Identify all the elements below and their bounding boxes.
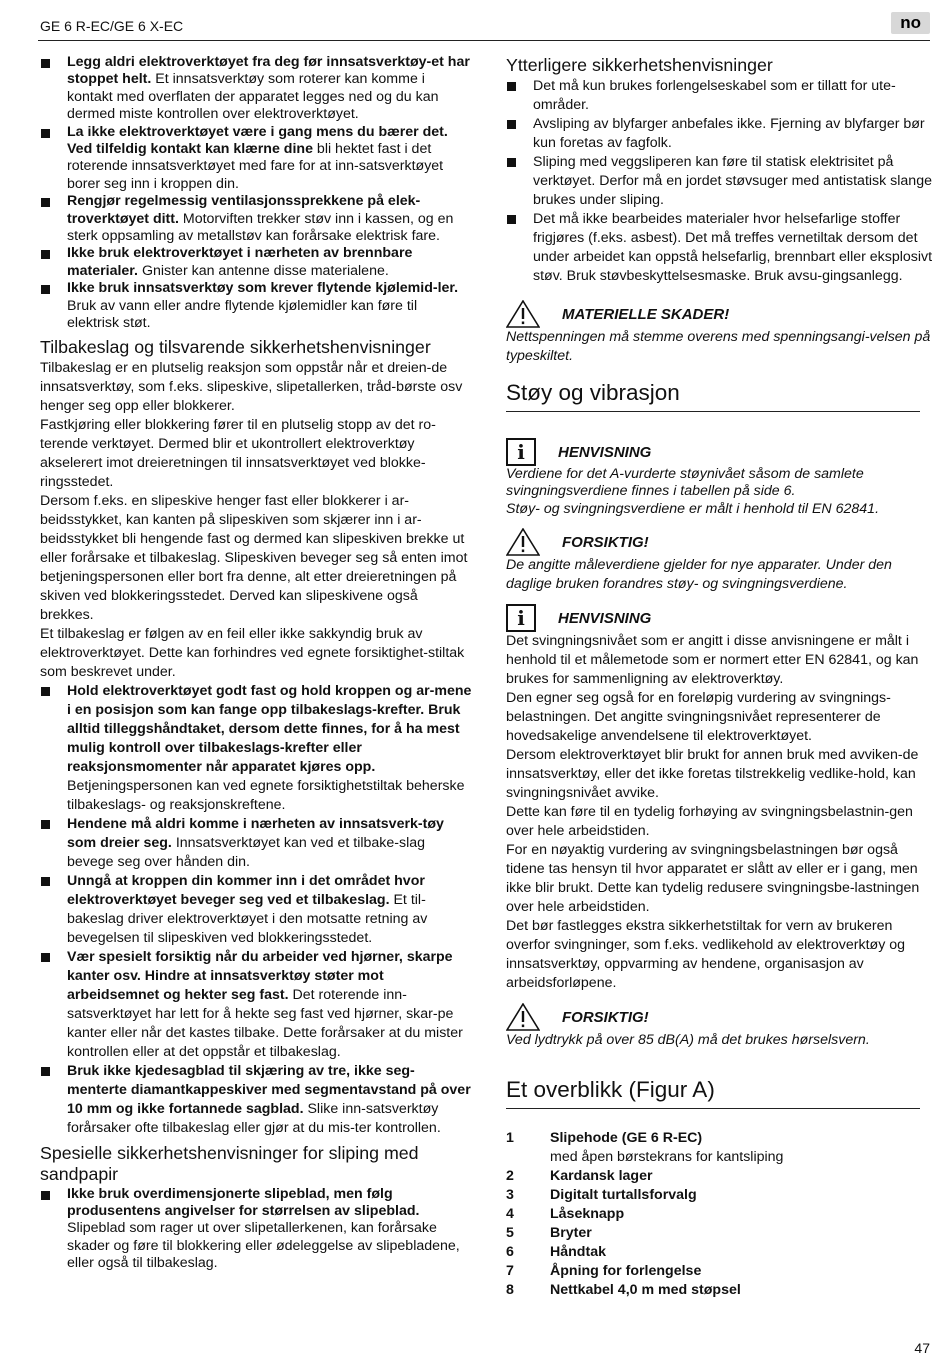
overview-item-number: 7 <box>506 1263 514 1280</box>
notice-2 <box>506 604 936 632</box>
overview-item-title <box>550 1281 936 1300</box>
overview-item-title <box>550 1205 936 1224</box>
info-icon: i <box>506 438 536 466</box>
notice-1-text <box>506 466 936 518</box>
item-text: Det roterende inn-satsverktøyet har lett for å hekte seg fast ved hjørner, skar-pe kanter eller når det kastes tilbake. Dette forårsaker at du mister kontrollen eller at det oppstår et tilbakeslag. <box>67 986 463 1060</box>
item-bold: Bruk ikke kjedesagblad til skjæring av tre, ikke seg-menterte diamantkappeskiver med segmentavstand på over 10 mm og ikke fortannede sagblad. <box>67 1062 471 1117</box>
overview-item-label: Nettkabel 4,0 m med støpsel <box>550 1282 741 1299</box>
notice-2-text <box>506 632 936 993</box>
overview-item-number: 2 <box>506 1168 514 1185</box>
list-item <box>40 815 472 872</box>
warning-icon <box>506 528 540 556</box>
paragraph: Dersom f.eks. en slipeskive henger fast eller blokkerer i ar-beidsstykket, kan kanten på slipeskiven som skjærer inn i ar-beidsstykket bli hengende fast og dermed kan slipeskiven brekke ut eller forårsake et tilbakeslag. Slipeskiven beveger seg så enten imot betjeningspersonen eller bort fra denne, alt etter dreieretningen på skiven ved blokkeringsstedet. Derved kan slipeskivene også brekkes. <box>40 492 468 623</box>
overview-list <box>506 1129 936 1300</box>
header-model: GE 6 R-EC/GE 6 X-EC <box>40 18 184 34</box>
language-badge: no <box>891 12 930 34</box>
item-bold: Ikke bruk innsatsverktøy som krever flytende kjølemid-ler. <box>67 280 459 297</box>
list-item <box>40 280 472 332</box>
overview-item-number: 1 <box>506 1130 514 1147</box>
overview-item-label: Håndtak <box>550 1244 606 1261</box>
item-bold: Rengjør regelmessig ventilasjonssprekkene på elek-troverktøyet ditt. <box>67 193 421 227</box>
overview-item-title <box>550 1129 936 1167</box>
header-rule <box>38 40 930 41</box>
item-text: Slipeblad som rager ut over slipetallerkenen, kan forårsake skader og føre til blokkering eller ødeleggelse av slipebladene, eller også til tilbakeslag. <box>67 1220 460 1272</box>
item-text: Det må ikke bearbeides materialer hvor helsefarlige stoffer frigjøres (f.eks. asbest). Det må treffes vernetiltak dersom det under arbeidet kan oppstå helsefarlig, brennbart eller eksplosivt støv. Bruk støvbeskyttelsesmaske. Bruk avsu-gingsanlegg. <box>533 211 933 284</box>
overview-item-title <box>550 1262 936 1281</box>
paragraph: Verdiene for det A-vurderte støynivået såsom de samlete svingningsverdiene finnes i tabellen på side 6. <box>506 466 864 500</box>
item-text: Gnister kan antenne disse materialene. <box>138 262 389 279</box>
item-text: Motorviften trekker støv inn i kassen, og en sterk oppsamling av metallstøv kan forårsake elektrisk fare. <box>67 210 454 245</box>
additional-heading: Ytterligere sikkerhetshenvisninger <box>506 55 773 75</box>
item-bold: Ikke bruk overdimensjonerte slipeblad, men følg produsentens angivelser for størrelsen av slipeblad. <box>67 1185 420 1219</box>
kickback-list <box>40 682 472 1138</box>
sanding-list <box>40 1186 472 1273</box>
notice-2-label: HENVISNING <box>558 609 652 627</box>
right-column <box>506 54 936 1300</box>
caution-1-label: FORSIKTIG! <box>562 533 649 551</box>
paragraph: Det svingningsnivået som er angitt i disse anvisningene er målt i henhold til et målemetode som er normert etter EN 62841, og kan brukes for sammenligning av elektroverktøy. <box>506 633 919 688</box>
overview-item-label: Åpning for forlengelse <box>550 1263 702 1280</box>
paragraph: Det bør fastlegges ekstra sikkerhetstiltak for vern av brukeren overfor svingninger, som f.eks. vedlikehold av elektroverktøy og innsatsverktøy, oppvarming av hendene, organisasjon av arbeidsforløpene. <box>506 918 906 992</box>
list-item <box>506 115 936 153</box>
list-item <box>506 210 936 286</box>
item-bold: La ikke elektroverktøyet være i gang mens du bærer det. Ved tilfeldig kontakt kan klærne dine <box>67 123 448 158</box>
kickback-heading: Tilbakeslag og tilsvarende sikkerhetshenvisninger <box>40 336 431 357</box>
item-bold: Hold elektroverktøyet godt fast og hold kroppen og ar-mene i en posisjon som kan fange opp tilbakeslags-krefter. Bruk alltid tilleggshåndtaket, dersom dette finnes, for å ha mest mulig kontroll over tilbakeslags-krefter eller reaksjonsmomenter når apparatet kjøres opp. <box>67 682 472 775</box>
overview-item-title <box>550 1224 936 1243</box>
overview-item-number: 8 <box>506 1282 514 1299</box>
list-item <box>506 153 936 210</box>
noise-heading: Støy og vibrasjon <box>506 379 920 412</box>
paragraph: Dette kan føre til en tydelig forhøying av svingningsbelastnin-gen over hele arbeidstiden. <box>506 804 913 840</box>
list-item <box>40 682 472 815</box>
list-item <box>40 872 472 948</box>
list-item <box>40 245 472 280</box>
overview-item-label: Bryter <box>550 1225 592 1242</box>
paragraph: Fastkjøring eller blokkering fører til en plutselig stopp av det ro-terende verktøyet. Dermed blir et ukontrollert elektroverktøy akselerert imot dreieretningen til innsatsverktøyet ved blokke-ringsstedet. <box>40 416 436 490</box>
paragraph: Et tilbakeslag er følgen av en feil eller ikke sakkyndig bruk av elektroverktøyet. Dette kan forhindres ved egnete forsiktighet-stiltak som beskrevet under. <box>40 625 465 680</box>
item-text: Slike inn-satsverktøy forårsaker ofte tilbakeslag eller gjør at du mis-ter kontrollen. <box>67 1100 441 1136</box>
paragraph: Tilbakeslag er en plutselig reaksjon som oppstår når et dreien-de innsatsverktøy, som f.eks. slipeskive, slipetallerken, tråd-børste osv henger seg opp eller blokkerer. <box>40 359 463 414</box>
list-item <box>40 54 472 124</box>
paragraph: Den egner seg også for en foreløpig vurdering av svingnings-belastningen. Det angitte svingningsnivået representerer de hovedsakelige anvendelsene til elektroverktøyet. <box>506 690 891 745</box>
sanding-heading: Spesielle sikkerhetshenvisninger for sliping med sandpapir <box>40 1142 419 1184</box>
overview-item-title <box>550 1167 936 1186</box>
caution-2-label: FORSIKTIG! <box>562 1008 649 1026</box>
item-bold: Hendene må aldri komme i nærheten av innsatsverk-tøy som dreier seg. <box>67 815 444 851</box>
list-item <box>40 1062 472 1138</box>
warning-icon <box>506 1003 540 1031</box>
kickback-text <box>40 359 472 682</box>
caution-1-text: De angitte måleverdiene gjelder for nye apparater. Under den daglige bruken forandres støy- og svingningsverdiene. <box>506 557 892 593</box>
notice-1-label: HENVISNING <box>558 443 652 461</box>
item-text: Sliping med veggsliperen kan føre til statisk elektrisitet på verktøyet. Derfor må en jordet støvsuger med antistatisk slange brukes under sliping. <box>533 154 932 208</box>
item-text: bli hektet fast i det roterende innsatsverktøyet med fare for at inn-satsverktøyet borer seg inn i kroppen din. <box>67 141 444 192</box>
overview-heading: Et overblikk (Figur A) <box>506 1076 920 1109</box>
overview-item-number: 3 <box>506 1187 514 1204</box>
item-text: Bruk av vann eller andre flytende kjølemidler kan føre til elektrisk støt. <box>67 297 418 332</box>
material-damage-text: Nettspenningen må stemme overens med spenningsangi-velsen på typeskiltet. <box>506 329 931 364</box>
additional-list <box>506 77 936 286</box>
paragraph: Støy- og svingningsverdiene er målt i henhold til EN 62841. <box>506 500 880 517</box>
overview-item-label: Låseknapp <box>550 1206 625 1223</box>
item-bold: Vær spesielt forsiktig når du arbeider ved hjørner, skarpe kanter osv. Hindre at innsatsverktøy støter mot arbeidsemnet og hekter seg fast. <box>67 948 453 1003</box>
caution-2-text: Ved lydtrykk på over 85 dB(A) må det brukes hørselsvern. <box>506 1032 870 1049</box>
overview-item-number: 5 <box>506 1225 514 1242</box>
item-text: Avsliping av blyfarger anbefales ikke. Fjerning av blyfarger bør kun foretas av fagfolk. <box>533 116 925 151</box>
page-number: 47 <box>914 1340 930 1356</box>
warning-icon <box>506 300 540 328</box>
overview-item-title <box>550 1186 936 1205</box>
info-icon: i <box>506 604 536 632</box>
list-item <box>506 77 936 115</box>
notice-1 <box>506 438 936 466</box>
safety-list <box>40 54 472 333</box>
list-item <box>40 1186 472 1273</box>
item-text: Det må kun brukes forlengelseskabel som er tillatt for ute-områder. <box>533 78 896 113</box>
overview-item-sub: med åpen børstekrans for kantsliping <box>550 1149 784 1166</box>
item-text: Et til-bakeslag driver elektroverktøyet i den motsatte retning av bevegelsen til slipeskiven ved blokkeringsstedet. <box>67 891 428 946</box>
item-bold: Unngå at kroppen din kommer inn i det området hvor elektroverktøyet beveger seg ved et tilbakeslag. <box>67 872 425 908</box>
material-damage-notice <box>506 300 936 328</box>
caution-1 <box>506 528 936 556</box>
item-bold: Ikke bruk elektroverktøyet i nærheten av brennbare materialer. <box>67 245 413 279</box>
list-item <box>40 948 472 1062</box>
paragraph: For en nøyaktig vurdering av svingningsbelastningen bør også tidene tas hensyn til hvor apparatet er slått av eller er i gang, men ikke blir brukt. Dette kan tydelig redusere svingningsbe-lastningen over hele arbeidstiden. <box>506 842 920 916</box>
overview-item-number: 6 <box>506 1244 514 1261</box>
overview-item-label: Digitalt turtallsforvalg <box>550 1187 697 1204</box>
overview-item-label: Kardansk lager <box>550 1168 653 1185</box>
overview-item-label: Slipehode (GE 6 R-EC) <box>550 1130 703 1147</box>
material-damage-label: MATERIELLE SKADER! <box>562 305 730 323</box>
list-item <box>40 124 472 194</box>
item-bold: Legg aldri elektroverktøyet fra deg før innsatsverktøy-et har stoppet helt. <box>67 54 470 88</box>
left-column <box>40 54 472 1273</box>
caution-2 <box>506 1003 936 1031</box>
item-text: Betjeningspersonen kan ved egnete forsiktighetstiltak beherske tilbakeslags- og reaksjonskreftene. <box>67 777 465 813</box>
item-text: Innsatsverktøyet kan ved et tilbake-slag bevege seg over hånden din. <box>67 834 426 870</box>
list-item <box>40 193 472 245</box>
paragraph: Dersom elektroverktøyet blir brukt for annen bruk med avviken-de innsatsverktøy, eller det ikke foretas tilstrekkelig vedlike-hold, kan svingningsnivået avvike. <box>506 747 919 802</box>
overview-item-number: 4 <box>506 1206 514 1223</box>
item-text: Et innsatsverktøy som roterer kan komme i kontakt med overflaten der apparatet legges ned og du kan dermed miste kontrollen over elektroverktøyet. <box>67 71 439 123</box>
overview-item-title <box>550 1243 936 1262</box>
